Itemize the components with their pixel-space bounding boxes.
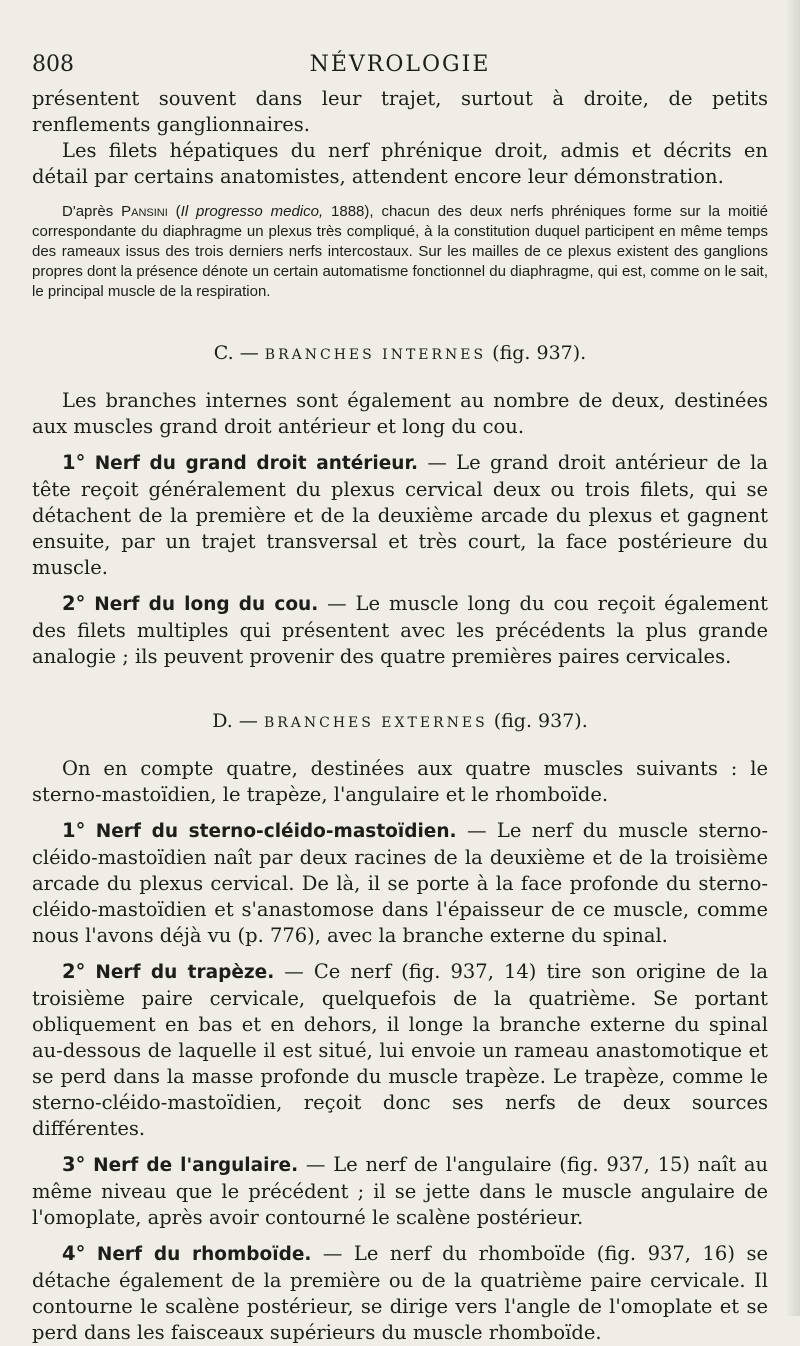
hepatic-paragraph: Les filets hépatiques du nerf phrénique droit, admis et décrits en détail par certains anatomistes, attendent encore leur démonstration. bbox=[32, 139, 768, 188]
section-c-intro: Les branches internes sont également au nombre de deux, destinées aux muscles grand droit antérieur et long du cou. bbox=[32, 389, 768, 438]
item-number: 1° bbox=[62, 819, 86, 842]
section-c-ref: (fig. 937). bbox=[492, 342, 587, 364]
item-text: — Le nerf du rhomboïde (fig. 937, 16) se détache également de la première ou de la quatrième paire cervicale. Il contourne le scalène postérieur, se dirige vers l'angle de l'omoplate et se perd dans les faisceaux supérieurs du muscle rhomboïde. bbox=[32, 1242, 769, 1344]
item-term: Nerf du rhomboïde. bbox=[96, 1244, 312, 1265]
section-c-letter: C. — bbox=[213, 342, 259, 364]
item-text: — Le grand droit antérieur de la tête reçoit généralement du plexus cervical deux ou trois filets, qui se détachent de la première et de la deuxième arcade du plexus et gagnent ensuite, par un trajet transversal et très court, la face postérieure du muscle. bbox=[32, 451, 768, 579]
item-text: — Le nerf de l'angulaire (fig. 937, 15) naît au même niveau que le précédent ; il se jette dans le muscle angulaire de l'omoplate, après avoir contourné le scalène postérieur. bbox=[32, 1153, 769, 1229]
section-d-item-2 bbox=[32, 959, 768, 1142]
item-term: Nerf du trapèze. bbox=[95, 962, 275, 983]
section-d-title: BRANCHES EXTERNES bbox=[263, 715, 488, 731]
item-text: — Le muscle long du cou reçoit également des filets multiples qui présentent avec les précédents la plus grande analogie ; ils peuvent provenir des quatre premières paires cervicales. bbox=[32, 592, 768, 668]
section-d-heading bbox=[32, 710, 768, 732]
section-c-title: BRANCHES INTERNES bbox=[264, 347, 487, 363]
item-number: 4° bbox=[62, 1242, 86, 1265]
item-term: Nerf du grand droit antérieur. bbox=[94, 453, 418, 474]
section-d-item-1 bbox=[32, 818, 768, 949]
item-number: 2° bbox=[62, 592, 86, 615]
note-author: Pansini bbox=[121, 203, 168, 220]
item-text: — Ce nerf (fig. 937, 14) tire son origine de la troisième paire cervicale, quelquefois de la quatrième. Se portant obliquement en bas et en dehors, il longe la branche externe du spinal au-dessous de laquelle il est situé, lui envoie un rameau anastomotique et se perd dans la masse profonde du muscle trapèze. Le trapèze, comme le sterno-cléido-mastoïdien, reçoit donc ses nerfs de deux sources différentes. bbox=[32, 960, 768, 1140]
item-text: — Le nerf du muscle sterno-cléido-mastoïdien naît par deux racines de la deuxième et de la troisième arcade du plexus cervical. De là, il se porte à la face profonde du sterno-cléido-mastoïdien et s'anastomose dans l'épaisseur de ce muscle, comme nous l'avons déjà vu (p. 776), avec la branche externe du spinal. bbox=[32, 819, 768, 947]
footnote-paragraph bbox=[32, 202, 768, 302]
running-title: NÉVROLOGIE bbox=[309, 52, 491, 77]
section-c-item-1 bbox=[32, 450, 768, 581]
page-edge-shadow bbox=[786, 0, 800, 1316]
section-d-intro: On en compte quatre, destinées aux quatre muscles suivants : le sterno-mastoïdien, le trapèze, l'angulaire et le rhomboïde. bbox=[32, 757, 768, 806]
continued-paragraph: présentent souvent dans leur trajet, surtout à droite, de petits renflements ganglionnaires. bbox=[32, 87, 768, 136]
note-prefix: D'après bbox=[62, 203, 122, 220]
note-work: Il progresso medico, bbox=[180, 203, 324, 220]
section-d-item-4 bbox=[32, 1241, 768, 1346]
item-number: 3° bbox=[62, 1153, 86, 1176]
section-c-heading bbox=[32, 342, 768, 364]
item-number: 2° bbox=[62, 960, 86, 983]
page-header bbox=[32, 52, 768, 82]
note-paren: ( bbox=[167, 203, 181, 220]
item-number: 1° bbox=[62, 451, 86, 474]
item-term: Nerf du sterno-cléido-mastoïdien. bbox=[95, 821, 457, 842]
item-term: Nerf de l'angulaire. bbox=[93, 1155, 299, 1176]
section-c-item-2 bbox=[32, 591, 768, 670]
item-term: Nerf du long du cou. bbox=[94, 594, 319, 615]
page-body bbox=[32, 86, 768, 1346]
section-d-ref: (fig. 937). bbox=[493, 710, 588, 732]
section-d-item-3 bbox=[32, 1152, 768, 1231]
section-d-letter: D. — bbox=[212, 710, 258, 732]
page-number: 808 bbox=[32, 52, 74, 77]
note-text: 1888), chacun des deux nerfs phréniques forme sur la moitié correspondante du diaphragme un plexus très compliqué, à la constitution duquel participent en même temps des rameaux issus des trois derniers nerfs intercostaux. Sur les mailles de ce plexus existent des ganglions propres dont la présence dénote un certain automatisme fonctionnel du diaphragme, qui est, comme on le sait, le principal muscle de la respiration. bbox=[32, 203, 768, 300]
